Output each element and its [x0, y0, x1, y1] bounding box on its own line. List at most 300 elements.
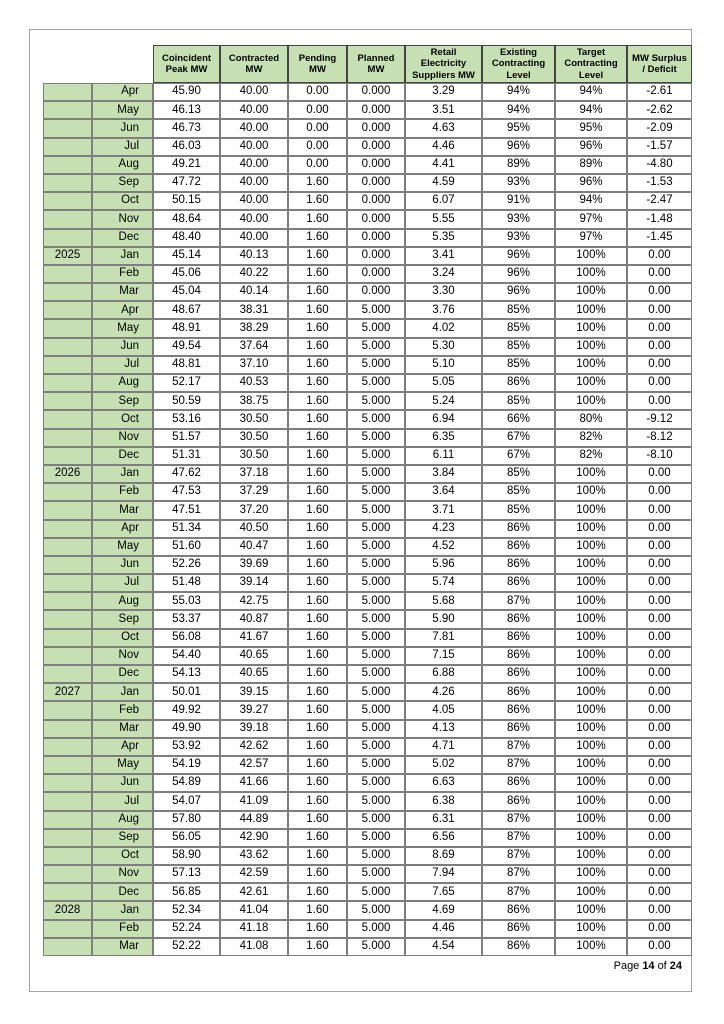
year-cell — [43, 592, 92, 610]
table-row — [43, 720, 692, 738]
table-row — [43, 247, 692, 265]
value-cell: 1.60 — [288, 392, 347, 410]
value-cell: 3.41 — [405, 247, 482, 265]
value-cell: 100% — [555, 629, 627, 647]
value-cell: 1.60 — [288, 447, 347, 465]
value-cell: 4.23 — [405, 520, 482, 538]
value-cell: 100% — [555, 283, 627, 301]
value-cell: 100% — [555, 920, 627, 938]
table-row — [43, 738, 692, 756]
month-cell: Nov — [92, 210, 153, 228]
table-row — [43, 192, 692, 210]
column-header: Pending MW — [288, 45, 347, 83]
value-cell: 86% — [482, 374, 555, 392]
page-footer — [614, 960, 682, 972]
value-cell: 0.00 — [627, 920, 692, 938]
value-cell: 0.000 — [347, 210, 405, 228]
value-cell: 0.00 — [288, 119, 347, 137]
value-cell: 48.67 — [153, 301, 220, 319]
month-cell: Jul — [92, 792, 153, 810]
value-cell: 46.13 — [153, 101, 220, 119]
month-cell: May — [92, 319, 153, 337]
value-cell: 87% — [482, 883, 555, 901]
value-cell: 1.60 — [288, 538, 347, 556]
value-cell: 0.00 — [627, 665, 692, 683]
year-cell — [43, 83, 92, 101]
column-header: Contracted MW — [220, 45, 288, 83]
value-cell: 67% — [482, 447, 555, 465]
value-cell: 96% — [555, 174, 627, 192]
value-cell: 93% — [482, 210, 555, 228]
value-cell: 0.00 — [627, 647, 692, 665]
value-cell: 1.60 — [288, 938, 347, 956]
table-row — [43, 701, 692, 719]
table-row — [43, 683, 692, 701]
value-cell: 100% — [555, 665, 627, 683]
value-cell: 100% — [555, 338, 627, 356]
month-cell: Apr — [92, 738, 153, 756]
value-cell: 95% — [482, 119, 555, 137]
value-cell: 0.000 — [347, 83, 405, 101]
value-cell: 66% — [482, 410, 555, 428]
value-cell: 97% — [555, 229, 627, 247]
value-cell: 6.94 — [405, 410, 482, 428]
month-cell: Aug — [92, 592, 153, 610]
value-cell: 4.46 — [405, 920, 482, 938]
value-cell: 6.56 — [405, 829, 482, 847]
month-cell: Aug — [92, 156, 153, 174]
value-cell: 6.07 — [405, 192, 482, 210]
value-cell: 5.35 — [405, 229, 482, 247]
month-cell: Jun — [92, 338, 153, 356]
value-cell: 3.64 — [405, 483, 482, 501]
month-cell: Oct — [92, 629, 153, 647]
month-cell: Sep — [92, 174, 153, 192]
value-cell: 0.00 — [627, 265, 692, 283]
value-cell: 5.000 — [347, 883, 405, 901]
value-cell: 100% — [555, 374, 627, 392]
year-cell — [43, 538, 92, 556]
value-cell: 86% — [482, 647, 555, 665]
value-cell: 0.00 — [627, 356, 692, 374]
year-cell: 2028 — [43, 901, 92, 919]
value-cell: 0.000 — [347, 156, 405, 174]
value-cell: 100% — [555, 865, 627, 883]
value-cell: 38.29 — [220, 319, 288, 337]
year-cell — [43, 101, 92, 119]
value-cell: 0.000 — [347, 174, 405, 192]
table-body — [43, 83, 692, 956]
table-row — [43, 901, 692, 919]
table-row — [43, 592, 692, 610]
value-cell: 1.60 — [288, 792, 347, 810]
value-cell: 87% — [482, 811, 555, 829]
value-cell: 0.000 — [347, 283, 405, 301]
value-cell: 5.000 — [347, 920, 405, 938]
value-cell: 4.63 — [405, 119, 482, 137]
value-cell: 53.16 — [153, 410, 220, 428]
year-cell — [43, 756, 92, 774]
table-row — [43, 156, 692, 174]
month-cell: Feb — [92, 483, 153, 501]
value-cell: 5.55 — [405, 210, 482, 228]
value-cell: 86% — [482, 901, 555, 919]
value-cell: 1.60 — [288, 483, 347, 501]
value-cell: 5.000 — [347, 629, 405, 647]
value-cell: 96% — [482, 283, 555, 301]
value-cell: 4.46 — [405, 138, 482, 156]
table-row — [43, 556, 692, 574]
value-cell: 0.00 — [288, 138, 347, 156]
value-cell: 3.71 — [405, 501, 482, 519]
year-cell — [43, 865, 92, 883]
value-cell: 39.14 — [220, 574, 288, 592]
value-cell: 4.41 — [405, 156, 482, 174]
value-cell: 87% — [482, 865, 555, 883]
value-cell: 57.13 — [153, 865, 220, 883]
table-row — [43, 138, 692, 156]
value-cell: 50.15 — [153, 192, 220, 210]
column-header: Target Contracting Level — [555, 45, 627, 83]
month-cell: Nov — [92, 647, 153, 665]
value-cell: 5.000 — [347, 319, 405, 337]
value-cell: 46.03 — [153, 138, 220, 156]
month-cell: Mar — [92, 938, 153, 956]
value-cell: 0.00 — [627, 811, 692, 829]
value-cell: 42.62 — [220, 738, 288, 756]
value-cell: 41.08 — [220, 938, 288, 956]
value-cell: 52.24 — [153, 920, 220, 938]
value-cell: 87% — [482, 829, 555, 847]
value-cell: 41.09 — [220, 792, 288, 810]
table-row — [43, 319, 692, 337]
value-cell: 1.60 — [288, 811, 347, 829]
value-cell: 0.000 — [347, 229, 405, 247]
value-cell: 100% — [555, 556, 627, 574]
value-cell: 0.000 — [347, 265, 405, 283]
value-cell: 82% — [555, 429, 627, 447]
value-cell: 49.21 — [153, 156, 220, 174]
table-row — [43, 374, 692, 392]
value-cell: 0.00 — [627, 756, 692, 774]
value-cell: 3.24 — [405, 265, 482, 283]
month-cell: Dec — [92, 665, 153, 683]
value-cell: 100% — [555, 574, 627, 592]
value-cell: 40.00 — [220, 83, 288, 101]
value-cell: 86% — [482, 792, 555, 810]
value-cell: 5.000 — [347, 901, 405, 919]
value-cell: 85% — [482, 501, 555, 519]
value-cell: 100% — [555, 938, 627, 956]
value-cell: 1.60 — [288, 283, 347, 301]
value-cell: 6.31 — [405, 811, 482, 829]
value-cell: 5.000 — [347, 356, 405, 374]
year-cell — [43, 629, 92, 647]
year-cell — [43, 210, 92, 228]
value-cell: 86% — [482, 556, 555, 574]
year-cell — [43, 665, 92, 683]
value-cell: 0.00 — [627, 901, 692, 919]
year-cell — [43, 356, 92, 374]
value-cell: 0.00 — [627, 883, 692, 901]
value-cell: 3.84 — [405, 465, 482, 483]
year-cell — [43, 938, 92, 956]
value-cell: 5.000 — [347, 483, 405, 501]
value-cell: 1.60 — [288, 756, 347, 774]
value-cell: 5.000 — [347, 665, 405, 683]
value-cell: 80% — [555, 410, 627, 428]
value-cell: 1.60 — [288, 247, 347, 265]
year-cell — [43, 647, 92, 665]
value-cell: 1.60 — [288, 501, 347, 519]
value-cell: 96% — [555, 138, 627, 156]
year-cell — [43, 392, 92, 410]
value-cell: 100% — [555, 538, 627, 556]
month-cell: May — [92, 101, 153, 119]
table-row — [43, 501, 692, 519]
value-cell: 100% — [555, 883, 627, 901]
value-cell: 42.57 — [220, 756, 288, 774]
value-cell: 0.00 — [627, 629, 692, 647]
value-cell: 40.87 — [220, 610, 288, 628]
value-cell: 1.60 — [288, 665, 347, 683]
month-cell: Jan — [92, 683, 153, 701]
table-row — [43, 792, 692, 810]
table-row — [43, 665, 692, 683]
value-cell: 5.000 — [347, 683, 405, 701]
month-cell: Apr — [92, 520, 153, 538]
month-cell: Jun — [92, 556, 153, 574]
year-cell: 2025 — [43, 247, 92, 265]
value-cell: 5.10 — [405, 356, 482, 374]
value-cell: 1.60 — [288, 901, 347, 919]
value-cell: 40.53 — [220, 374, 288, 392]
value-cell: 4.02 — [405, 319, 482, 337]
value-cell: 100% — [555, 792, 627, 810]
value-cell: 53.92 — [153, 738, 220, 756]
value-cell: 0.00 — [627, 720, 692, 738]
value-cell: 37.64 — [220, 338, 288, 356]
table-row — [43, 647, 692, 665]
value-cell: 40.00 — [220, 174, 288, 192]
value-cell: 5.000 — [347, 374, 405, 392]
month-cell: Feb — [92, 265, 153, 283]
value-cell: 1.60 — [288, 629, 347, 647]
month-cell: Aug — [92, 811, 153, 829]
year-cell — [43, 738, 92, 756]
value-cell: 5.000 — [347, 538, 405, 556]
value-cell: 5.000 — [347, 574, 405, 592]
value-cell: 1.60 — [288, 356, 347, 374]
value-cell: 87% — [482, 847, 555, 865]
table-row — [43, 410, 692, 428]
value-cell: 37.29 — [220, 483, 288, 501]
value-cell: 40.00 — [220, 138, 288, 156]
year-cell: 2026 — [43, 465, 92, 483]
value-cell: 1.60 — [288, 338, 347, 356]
value-cell: 7.81 — [405, 629, 482, 647]
value-cell: 5.000 — [347, 465, 405, 483]
table-row — [43, 520, 692, 538]
value-cell: 52.26 — [153, 556, 220, 574]
value-cell: 0.000 — [347, 138, 405, 156]
value-cell: 100% — [555, 811, 627, 829]
table-row — [43, 811, 692, 829]
month-cell: Jan — [92, 465, 153, 483]
value-cell: 100% — [555, 520, 627, 538]
value-cell: 40.00 — [220, 192, 288, 210]
table-row — [43, 574, 692, 592]
value-cell: 5.000 — [347, 774, 405, 792]
value-cell: 55.03 — [153, 592, 220, 610]
value-cell: 100% — [555, 829, 627, 847]
column-header: Retail Electricity Suppliers MW — [405, 45, 482, 83]
year-cell — [43, 792, 92, 810]
value-cell: 40.22 — [220, 265, 288, 283]
value-cell: 1.60 — [288, 610, 347, 628]
value-cell: 4.26 — [405, 683, 482, 701]
value-cell: 100% — [555, 483, 627, 501]
year-cell — [43, 174, 92, 192]
value-cell: 30.50 — [220, 410, 288, 428]
year-cell — [43, 829, 92, 847]
value-cell: 1.60 — [288, 265, 347, 283]
value-cell: 5.000 — [347, 938, 405, 956]
value-cell: 1.60 — [288, 701, 347, 719]
value-cell: 3.51 — [405, 101, 482, 119]
value-cell: 100% — [555, 247, 627, 265]
value-cell: 42.59 — [220, 865, 288, 883]
year-cell — [43, 410, 92, 428]
value-cell: 100% — [555, 301, 627, 319]
value-cell: 3.30 — [405, 283, 482, 301]
value-cell: 1.60 — [288, 229, 347, 247]
value-cell: 1.60 — [288, 410, 347, 428]
table-row — [43, 392, 692, 410]
value-cell: 49.54 — [153, 338, 220, 356]
table-row — [43, 447, 692, 465]
month-cell: Feb — [92, 701, 153, 719]
footer-total-pages: 24 — [669, 960, 682, 972]
month-cell: Dec — [92, 229, 153, 247]
value-cell: 45.14 — [153, 247, 220, 265]
month-cell: Jun — [92, 774, 153, 792]
value-cell: 85% — [482, 483, 555, 501]
value-cell: 52.17 — [153, 374, 220, 392]
value-cell: 100% — [555, 901, 627, 919]
value-cell: 86% — [482, 629, 555, 647]
year-cell — [43, 920, 92, 938]
value-cell: 3.29 — [405, 83, 482, 101]
table-row — [43, 210, 692, 228]
value-cell: 47.53 — [153, 483, 220, 501]
value-cell: 1.60 — [288, 465, 347, 483]
value-cell: -2.62 — [627, 101, 692, 119]
value-cell: 43.62 — [220, 847, 288, 865]
value-cell: 94% — [555, 192, 627, 210]
value-cell: 30.50 — [220, 429, 288, 447]
value-cell: 86% — [482, 720, 555, 738]
value-cell: 48.64 — [153, 210, 220, 228]
month-cell: Jan — [92, 247, 153, 265]
table-row — [43, 101, 692, 119]
value-cell: 0.000 — [347, 192, 405, 210]
value-cell: 0.00 — [627, 338, 692, 356]
value-cell: 1.60 — [288, 210, 347, 228]
year-cell — [43, 574, 92, 592]
value-cell: 94% — [555, 83, 627, 101]
value-cell: 38.31 — [220, 301, 288, 319]
value-cell: 6.63 — [405, 774, 482, 792]
value-cell: 57.80 — [153, 811, 220, 829]
value-cell: 4.71 — [405, 738, 482, 756]
value-cell: 87% — [482, 738, 555, 756]
value-cell: 1.60 — [288, 429, 347, 447]
value-cell: 5.000 — [347, 429, 405, 447]
value-cell: 54.13 — [153, 665, 220, 683]
month-cell: Apr — [92, 301, 153, 319]
table-row — [43, 301, 692, 319]
value-cell: 1.60 — [288, 556, 347, 574]
value-cell: 5.000 — [347, 829, 405, 847]
value-cell: 93% — [482, 229, 555, 247]
value-cell: 5.000 — [347, 392, 405, 410]
value-cell: 42.90 — [220, 829, 288, 847]
value-cell: -1.48 — [627, 210, 692, 228]
value-cell: 0.00 — [627, 592, 692, 610]
value-cell: 97% — [555, 210, 627, 228]
year-cell — [43, 265, 92, 283]
value-cell: 39.18 — [220, 720, 288, 738]
year-cell — [43, 556, 92, 574]
value-cell: 95% — [555, 119, 627, 137]
value-cell: 4.54 — [405, 938, 482, 956]
value-cell: 51.57 — [153, 429, 220, 447]
value-cell: 0.00 — [627, 701, 692, 719]
value-cell: 54.07 — [153, 792, 220, 810]
table-row — [43, 538, 692, 556]
year-cell — [43, 374, 92, 392]
value-cell: 41.67 — [220, 629, 288, 647]
footer-page-label: Page — [613, 960, 640, 972]
value-cell: 0.00 — [627, 738, 692, 756]
value-cell: 1.60 — [288, 920, 347, 938]
value-cell: 0.00 — [288, 156, 347, 174]
year-cell — [43, 774, 92, 792]
value-cell: 89% — [482, 156, 555, 174]
table-row — [43, 174, 692, 192]
value-cell: 5.000 — [347, 610, 405, 628]
value-cell: 0.00 — [627, 319, 692, 337]
month-cell: Oct — [92, 192, 153, 210]
year-cell: 2027 — [43, 683, 92, 701]
value-cell: -1.45 — [627, 229, 692, 247]
table-row — [43, 883, 692, 901]
value-cell: -2.09 — [627, 119, 692, 137]
value-cell: 85% — [482, 301, 555, 319]
value-cell: 86% — [482, 574, 555, 592]
value-cell: 89% — [555, 156, 627, 174]
value-cell: 5.000 — [347, 792, 405, 810]
value-cell: 4.05 — [405, 701, 482, 719]
value-cell: 0.00 — [288, 83, 347, 101]
value-cell: 100% — [555, 592, 627, 610]
value-cell: 42.75 — [220, 592, 288, 610]
value-cell: 94% — [482, 101, 555, 119]
table-row — [43, 774, 692, 792]
month-cell: Feb — [92, 920, 153, 938]
table-row — [43, 356, 692, 374]
